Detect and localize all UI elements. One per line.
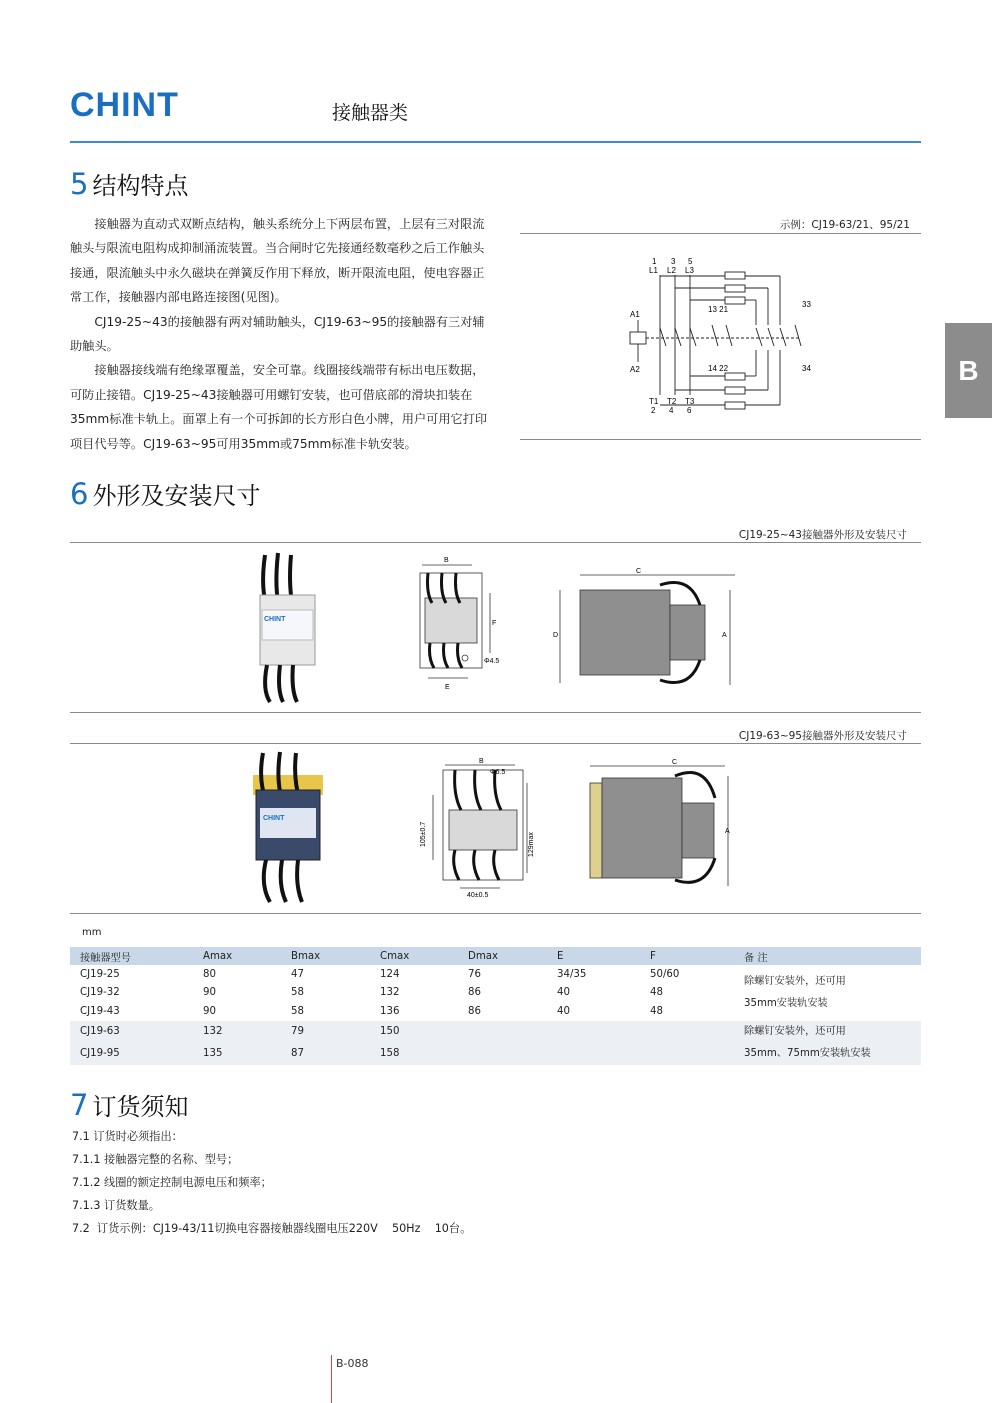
label-a1: A1 [630, 310, 640, 319]
diagram-bottom-rule [520, 439, 921, 440]
order-line: 7.1.1 接触器完整的名称、型号； [72, 1153, 239, 1166]
product-photo-cj19-63 [248, 750, 328, 905]
cell: 58 [291, 987, 304, 999]
cell: 80 [203, 968, 216, 980]
table-row [70, 1021, 921, 1043]
photo-brand-1: CHINT [264, 616, 286, 623]
table-header-row [70, 947, 921, 965]
col-header: Bmax [281, 947, 370, 965]
section-6-heading: 外形及安装尺寸 [92, 482, 261, 510]
cell: 132 [193, 1021, 281, 1043]
section-6-title [70, 476, 260, 511]
cell: 40 [557, 987, 570, 999]
cell: 79 [281, 1021, 370, 1043]
note-cell-1 [734, 965, 921, 1021]
label-aux-bottom: 14 22 [708, 364, 729, 373]
fig1-top-rule [70, 542, 921, 543]
front-dimension-drawing-2 [415, 755, 550, 900]
diagram-caption: 示例：CJ19-63/21、95/21 [779, 219, 910, 231]
dimension-caption-2: CJ19-63~95接触器外形及安装尺寸 [738, 730, 907, 742]
page-number: B-088 [336, 1357, 369, 1370]
dim-c2-label: C [672, 759, 678, 766]
cell: 132 [380, 987, 400, 999]
cell: 87 [281, 1043, 370, 1065]
cell [640, 1021, 734, 1043]
cell: 158 [370, 1043, 458, 1065]
cell [640, 1043, 734, 1065]
col-header: 备 注 [734, 947, 921, 965]
note-line: 35mm、75mm安装轨安装 [744, 1047, 871, 1059]
fig2-top-rule [70, 743, 921, 744]
cell [547, 1043, 640, 1065]
section-7-heading: 订货须知 [92, 1093, 189, 1121]
label-3: 3 [671, 257, 676, 266]
cell: 90 [203, 987, 216, 999]
fig1-bottom-rule [70, 712, 921, 713]
section-7-title [70, 1087, 188, 1122]
section-5-heading: 结构特点 [92, 172, 189, 200]
section-tab-b[interactable]: B [945, 323, 992, 418]
dimension-table [70, 947, 921, 1065]
order-line: 7.2 订货示例：CJ19-43/11切换电容器接触器线圈电压220V 50Hz 10台。 [72, 1222, 472, 1235]
cell [458, 1021, 547, 1043]
side-dimension-drawing-2 [580, 758, 740, 890]
table-unit: mm [82, 927, 102, 938]
cell: 48 [650, 987, 663, 999]
dim-d-label: D [553, 632, 559, 639]
order-line: 7.1.3 订货数量。 [72, 1199, 160, 1212]
dim-a2-label: A [725, 828, 730, 835]
label-34: 34 [802, 364, 811, 373]
cell: 86 [468, 1005, 481, 1017]
photo-brand-2: CHINT [263, 815, 285, 822]
col-header: F [640, 947, 734, 965]
dim-b2-label: B [479, 758, 484, 765]
col-header: Cmax [370, 947, 458, 965]
section-7-number: 7 [70, 1088, 89, 1122]
dim-b-label: B [444, 557, 449, 564]
order-line: 7.1 订货时必须指出： [72, 1130, 183, 1143]
paragraph: 接触器为直动式双断点结构，触头系统分上下两层布置，上层有三对限流触头与限流电阻构成抑制涌流装置。当合闸时它先接通经数毫秒之后工作触头接通，限流触头中永久磁块在弹簧反作用下释放，断开限流电阻，使电容器正常工作，接触器内部电路连接图(见图)。 [70, 217, 485, 305]
cell: 150 [370, 1021, 458, 1043]
dim-129-label: 129max [528, 832, 535, 857]
label-l3: L3 [685, 266, 694, 275]
section-5-body [70, 212, 490, 456]
cell: 136 [380, 1005, 400, 1017]
dim-hole2-label: Φ6.5 [490, 769, 506, 776]
dim-105-label: 105±0.7 [420, 821, 427, 847]
col-header: 接触器型号 [70, 947, 193, 965]
label-6: 6 [687, 406, 692, 415]
cell: CJ19-63 [70, 1021, 193, 1043]
cell: 90 [203, 1005, 216, 1017]
fig2-bottom-rule [70, 913, 921, 914]
header-rule [70, 141, 921, 143]
label-aux-top: 13 21 [708, 305, 729, 314]
cell: 40 [557, 1005, 570, 1017]
note-line: 35mm安装轨安装 [744, 997, 828, 1009]
chint-logo: CHINT [70, 86, 179, 124]
section-6-number: 6 [70, 477, 89, 511]
cell: 76 [468, 968, 481, 980]
label-5: 5 [688, 257, 693, 266]
cell: 48 [650, 1005, 663, 1017]
paragraph: 接触器接线端有绝缘罩覆盖，安全可靠。线圈接线端带有标出电压数据，可防止接错。CJ19-25~43接触器可用螺钉安装，也可借底部的滑块扣装在35mm标准卡轨上。面罩上有一个可拆卸的长方形白色小牌，用户可用它打印项目代号等。CJ19-63~95可用35mm或75mm标准卡轨安装。 [70, 363, 488, 451]
cell [547, 1021, 640, 1043]
cell: 47 [291, 968, 304, 980]
page-category: 接触器类 [332, 102, 409, 124]
dim-40-label: 40±0.5 [467, 892, 489, 899]
table-row [70, 965, 921, 984]
cell: 50/60 [650, 968, 680, 980]
dim-c-label: C [636, 568, 642, 575]
label-t3: T3 [685, 397, 695, 406]
order-line: 7.1.2 线圈的额定控制电源电压和频率； [72, 1176, 272, 1189]
dim-a-label: A [722, 632, 727, 639]
cell: 135 [193, 1043, 281, 1065]
section-5-number: 5 [70, 167, 89, 201]
cell: 34/35 [557, 968, 587, 980]
col-header: Dmax [458, 947, 547, 965]
cell: CJ19-25 [80, 968, 120, 980]
side-dimension-drawing-1 [550, 565, 740, 690]
section-5-title [70, 166, 188, 201]
cell: 86 [468, 987, 481, 999]
cell: CJ19-43 [80, 1005, 120, 1017]
footer-divider [331, 1355, 332, 1403]
circuit-diagram [620, 250, 820, 420]
label-4: 4 [669, 406, 674, 415]
label-t2: T2 [667, 397, 677, 406]
col-header: E [547, 947, 640, 965]
note-line: 除螺钉安装外，还可用 [744, 1025, 846, 1037]
label-l1: L1 [649, 266, 658, 275]
dimension-caption-1: CJ19-25~43接触器外形及安装尺寸 [738, 529, 907, 541]
label-1: 1 [652, 257, 657, 266]
label-2: 2 [651, 406, 656, 415]
col-header: Amax [193, 947, 281, 965]
cell: 124 [380, 968, 400, 980]
cell: CJ19-95 [70, 1043, 193, 1065]
cell: 58 [291, 1005, 304, 1017]
note-line: 除螺钉安装外，还可用 [744, 975, 846, 987]
note-cell-2 [734, 1021, 921, 1065]
label-t1: T1 [649, 397, 659, 406]
label-a2: A2 [630, 365, 640, 374]
front-dimension-drawing-1 [410, 553, 530, 695]
dim-f-label: F [492, 620, 497, 627]
dim-hole-label: Φ4.5 [484, 658, 500, 665]
label-l2: L2 [667, 266, 676, 275]
product-photo-cj19-25 [250, 550, 325, 705]
diagram-top-rule [520, 233, 921, 234]
label-33: 33 [802, 300, 811, 309]
paragraph: CJ19-25~43的接触器有两对辅助触头，CJ19-63~95的接触器有三对辅助触头。 [70, 314, 485, 354]
dim-e-label: E [445, 684, 450, 691]
cell [458, 1043, 547, 1065]
cell: CJ19-32 [80, 987, 120, 999]
